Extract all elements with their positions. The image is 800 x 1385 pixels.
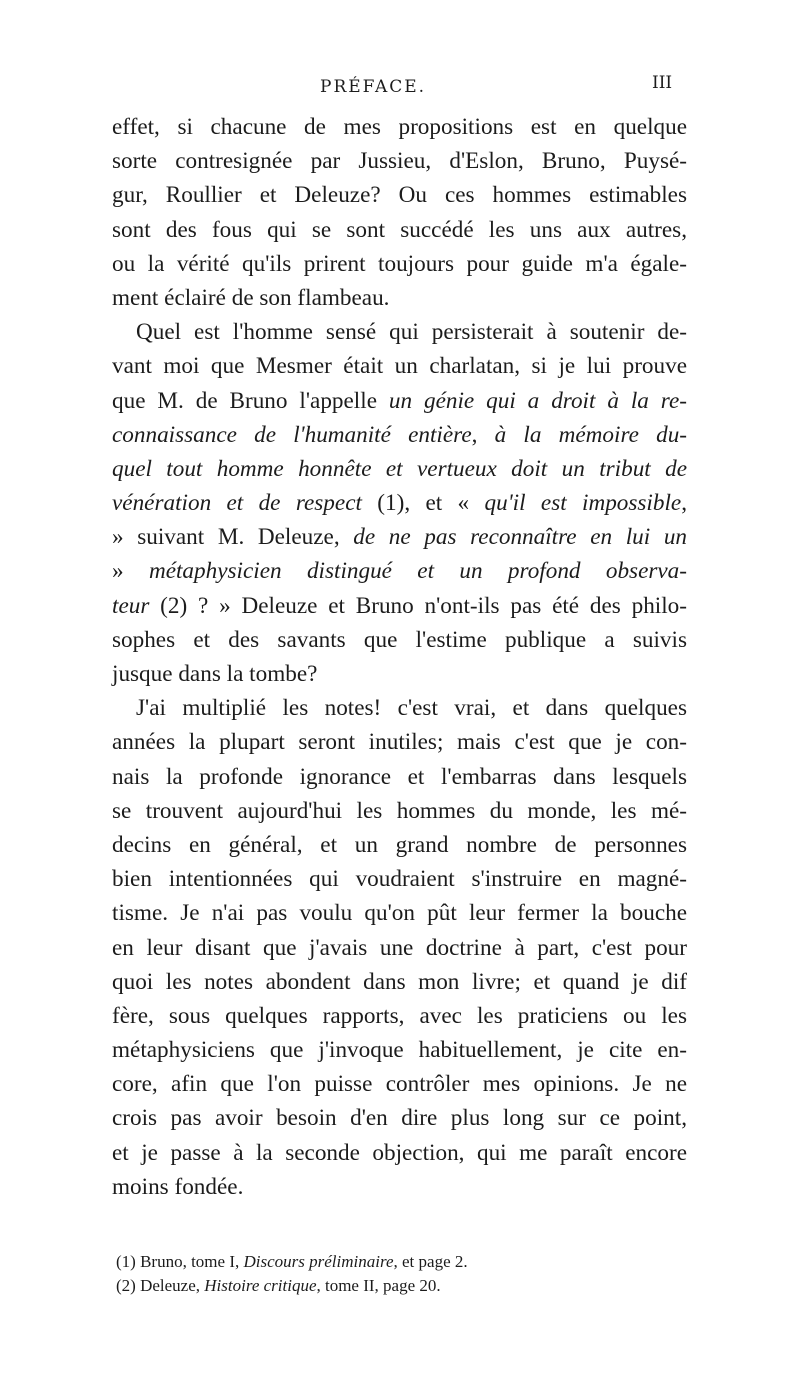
text-segment: decins en général, et un grand nombre de personnes (112, 831, 687, 858)
text-segment: core, afin que l'on puisse contrôler mes opinions. Je ne (112, 1071, 687, 1098)
footnote-text: , tome II, page 20. (316, 1276, 441, 1295)
text-segment: que M. de Bruno l'appelle (112, 387, 389, 414)
running-title: PRÉFACE. (320, 77, 427, 97)
italic-segment: connaissance de l'humanité entière (112, 421, 472, 448)
italic-segment: à la mémoire du- (494, 421, 688, 448)
text-segment: effet, si chacune de mes propositions est en quelque (112, 114, 687, 140)
text-line (112, 349, 687, 383)
italic-segment: qu'il est impossible (484, 490, 682, 517)
text-line (112, 1170, 687, 1204)
text-segment: » suivant M. Deleuze, (112, 524, 354, 551)
text-segment: bien intentionnées qui voudraient s'instruire en magné- (112, 866, 687, 893)
text-line (112, 828, 687, 862)
text-segment: se trouvent aujourd'hui les hommes du monde, les mé- (112, 797, 687, 824)
footnote-title: Discours préliminaire (243, 1252, 394, 1271)
text-line (112, 691, 687, 725)
text-segment: sophes et des savants que l'estime publique a suivis (112, 626, 687, 653)
italic-segment: métaphysicien distingué et un profond observa- (148, 558, 687, 585)
page-number: III (652, 73, 673, 93)
text-line (112, 1067, 687, 1101)
text-line (112, 384, 687, 418)
footnotes (112, 1250, 687, 1298)
text-line (112, 281, 687, 315)
text-segment: Quel est l'homme sensé qui persisterait à soutenir de- (136, 319, 687, 346)
text-segment: J'ai multiplié les notes! c'est vrai, et dans quelques (136, 695, 687, 722)
text-segment: vant moi que Mesmer était un charlatan, si je lui prouve (112, 353, 687, 380)
text-segment: nais la profonde ignorance et l'embarras dans lesquels (112, 763, 687, 790)
text-segment: (1), et « (361, 490, 485, 517)
text-line (112, 965, 687, 999)
text-segment: crois pas avoir besoin d'en dire plus long sur ce point, (112, 1105, 687, 1132)
text-line (112, 1136, 687, 1170)
text-segment: ment éclairé de son flambeau. (112, 284, 390, 311)
footnote-text: (2) Deleuze, (116, 1276, 205, 1295)
text-line (112, 315, 687, 349)
text-segment: métaphysiciens que j'invoque habituellement, je cite en- (112, 1037, 687, 1064)
text-line (112, 1033, 687, 1067)
text-line (112, 418, 687, 452)
text-segment: en leur disant que j'avais une doctrine à part, c'est pour (112, 934, 687, 961)
text-line (112, 486, 687, 520)
footnote-text: , et page 2. (393, 1252, 468, 1271)
text-segment: jusque dans la tombe? (112, 661, 318, 687)
text-line (112, 896, 687, 930)
text-line (112, 144, 687, 178)
text-segment: (2) ? » Deleuze et Bruno n'ont-ils pas été des philo- (149, 592, 687, 619)
text-line (112, 452, 687, 486)
text-segment: tisme. Je n'ai pas voulu qu'on pût leur fermer la bouche (112, 900, 687, 927)
text-line (112, 862, 687, 896)
text-line (112, 999, 687, 1033)
text-line (112, 554, 687, 588)
text-segment: quoi les notes abondent dans mon livre; et quand je dif (112, 968, 687, 995)
text-segment: moins fondée. (112, 1173, 244, 1200)
italic-segment: vénération et de respect (112, 490, 362, 517)
text-line (112, 760, 687, 794)
footnote-1 (112, 1250, 687, 1274)
italic-segment: quel tout homme honnête et vertueux doit un tribut de (112, 455, 687, 482)
text-line (112, 589, 687, 623)
text-line (112, 725, 687, 759)
running-head (0, 72, 800, 102)
text-segment: , (471, 421, 495, 448)
text-segment: fère, sous quelques rapports, avec les praticiens ou les (112, 1002, 687, 1029)
body-text (112, 110, 687, 1204)
text-line (112, 247, 687, 281)
italic-segment: un génie qui a droit à la re- (388, 387, 687, 414)
text-line (112, 110, 687, 144)
text-segment: gur, Roullier et Deleuze? Ou ces hommes estimables (112, 182, 687, 209)
text-segment: années la plupart seront inutiles; mais c'est que je con- (112, 729, 687, 756)
text-segment: » (112, 558, 149, 585)
footnote-text: (1) Bruno, tome I, (116, 1252, 244, 1271)
text-line (112, 931, 687, 965)
text-line (112, 213, 687, 247)
footnote-title: Histoire critique (204, 1276, 317, 1295)
italic-segment: de ne pas reconnaître en lui un (353, 524, 688, 551)
text-line (112, 623, 687, 657)
text-segment: et je passe à la seconde objection, qui me paraît encore (112, 1139, 687, 1166)
text-line (112, 794, 687, 828)
text-segment: ou la vérité qu'ils prirent toujours pour guide m'a égale- (112, 250, 687, 277)
text-line (112, 178, 687, 212)
text-line (112, 657, 687, 691)
text-segment: , (681, 490, 687, 517)
italic-segment: teur (112, 592, 150, 619)
footnote-2 (112, 1274, 687, 1298)
text-segment: sont des fous qui se sont succédé les uns aux autres, (112, 216, 687, 243)
text-segment: sorte contresignée par Jussieu, d'Eslon, Bruno, Puysé- (112, 148, 687, 175)
text-line (112, 1101, 687, 1135)
text-line (112, 520, 687, 554)
